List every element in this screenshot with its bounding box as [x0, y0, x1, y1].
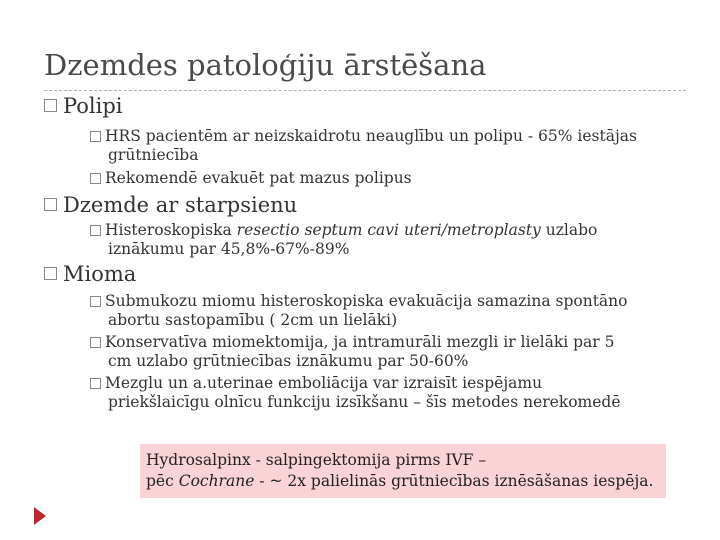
- note-text: pēc: [146, 472, 179, 490]
- square-bullet-icon: [90, 225, 101, 236]
- list-item: [90, 333, 614, 352]
- square-bullet-icon: [90, 296, 101, 307]
- note-text: - ~ 2x palielinās grūtniecības iznēsāšanas iespēja.: [254, 472, 654, 490]
- list-item: [90, 127, 637, 146]
- square-bullet-icon: [44, 99, 57, 112]
- note-emphasis: Cochrane: [178, 472, 255, 490]
- square-bullet-icon: [90, 378, 101, 389]
- list-item-text: Konservatīva miomektomija, ja intramurāli mezgli ir lielāki par 5: [105, 333, 615, 351]
- title-divider: [44, 90, 686, 91]
- section-heading-polipi: [44, 94, 123, 118]
- list-item-emphasis: resectio septum cavi uteri/metroplasty: [236, 221, 541, 239]
- list-item-text: Rekomendē evakuēt pat mazus polipus: [105, 169, 412, 187]
- square-bullet-icon: [90, 173, 101, 184]
- slide-title: Dzemdes patoloģiju ārstēšana: [44, 48, 487, 82]
- list-item-text: HRS pacientēm ar neizskaidrotu neauglību un polipu - 65% iestājas: [105, 127, 637, 145]
- square-bullet-icon: [44, 267, 57, 280]
- note-line-2: [146, 471, 666, 492]
- section-heading-text: Mioma: [63, 262, 137, 286]
- square-bullet-icon: [90, 337, 101, 348]
- play-arrow-icon[interactable]: [34, 507, 46, 525]
- square-bullet-icon: [44, 198, 57, 211]
- square-bullet-icon: [90, 131, 101, 142]
- list-item: [90, 374, 542, 393]
- list-item: [90, 169, 412, 188]
- note-line-1: Hydrosalpinx - salpingektomija pirms IVF –: [146, 451, 487, 469]
- section-heading-text: Dzemde ar starpsienu: [63, 193, 298, 217]
- list-item-continuation: abortu sastopamību ( 2cm un lielāki): [108, 311, 398, 329]
- list-item-continuation: iznākumu par 45,8%-67%-89%: [108, 240, 350, 258]
- list-item-continuation: priekšlaicīgu olnīcu funkciju izsīkšanu – šīs metodes nerekomedē: [108, 393, 621, 411]
- list-item-text: Submukozu miomu histeroskopiska evakuācija samazina spontāno: [105, 292, 628, 310]
- note-box: [140, 444, 666, 498]
- list-item-continuation: grūtniecība: [108, 146, 199, 164]
- list-item-continuation: cm uzlabo grūtniecības iznākumu par 50-60%: [108, 352, 469, 370]
- list-item-text: uzlabo: [540, 221, 598, 239]
- list-item: [90, 221, 597, 240]
- section-heading-dzemde: [44, 193, 297, 217]
- section-heading-mioma: [44, 262, 136, 286]
- section-heading-text: Polipi: [63, 94, 123, 118]
- list-item-text: Mezglu un a.uterinae emboliācija var izraisīt iespējamu: [105, 374, 543, 392]
- list-item-text: Histeroskopiska: [105, 221, 237, 239]
- list-item: [90, 292, 628, 311]
